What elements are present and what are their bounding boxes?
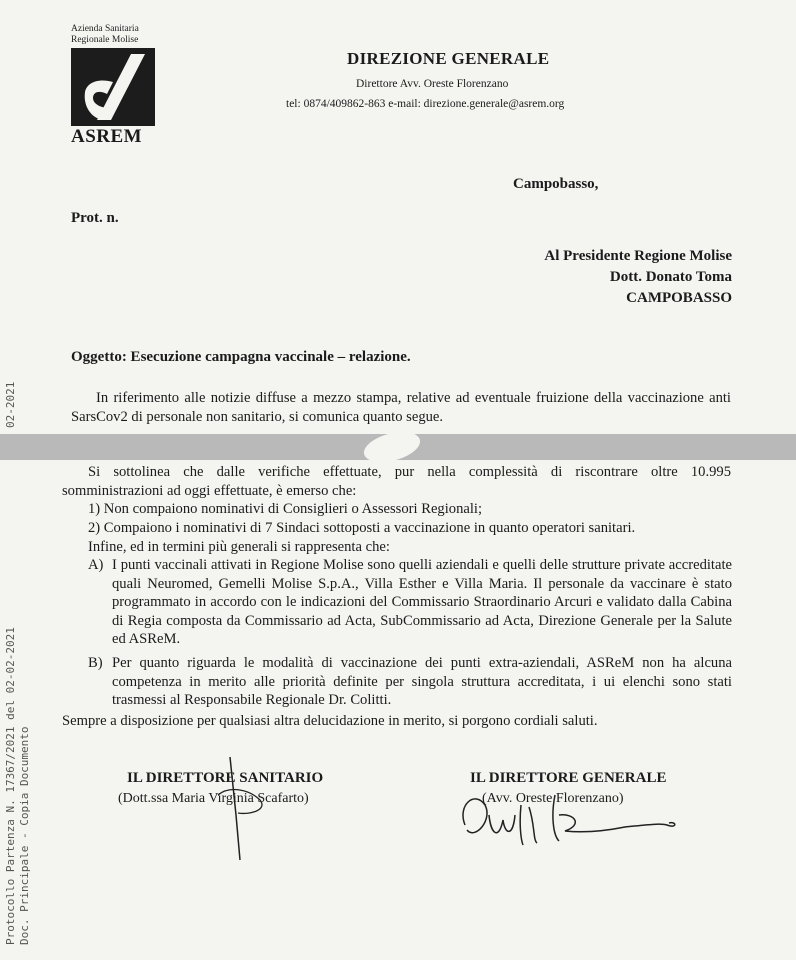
recipient-line-2: Dott. Donato Toma [609, 269, 732, 285]
item-b-text: Per quanto riguarda le modalità di vaccinazione dei punti extra-aziendali, ASReM non ha alcuna competenza in merito alle priorità definite per singola struttura accreditata, i ui elenchi sono stati trasmessi al Responsabile Regionale Dr. Colitti. [112, 655, 732, 708]
letterhead-director: Direttore Avv. Oreste Florenzano [356, 78, 509, 90]
letterhead-title: DIREZIONE GENERALE [347, 49, 550, 68]
letterhead-contact: tel: 0874/409862-863 e-mail: direzione.generale@asrem.org [286, 98, 565, 110]
item-a-text: I punti vaccinali attivati in Regione Molise sono quelli aziendali e quelli delle strutture private accreditate quali Neuromed, Gemelli Molise S.p.A., Villa Esther e Villa Maria. Il personale da vaccinare è stato programmato in accordo con le indicazioni del Commissario Straordinario Arcuri e validato dalla Cabina di Regia composta da Commissario ad Acta, SubCommissario ad Acta, Direzione Generale per la Salute ed ASReM. [112, 557, 732, 647]
signature-left-name: (Dott.ssa Maria Virginia Scafarto) [118, 791, 309, 806]
item-a-label: A) [88, 557, 104, 573]
handwritten-signature-left [210, 755, 280, 865]
recipient-line-3: CAMPOBASSO [626, 290, 732, 306]
infine-line: Infine, ed in termini più generali si rappresenta che: [88, 539, 390, 555]
signature-right-name: (Avv. Oreste Florenzano) [482, 791, 624, 806]
protocol-stamp-line-2: Doc. Principale - Copia Documento [18, 726, 31, 945]
paragraph-2-line-2: somministrazioni ad oggi effettuate, è emerso che: [62, 483, 357, 499]
logo-wordmark: ASREM [71, 126, 143, 147]
protocol-stamp-line-1: Protocollo Partenza N. 17367/2021 del 02-02-2021 [4, 627, 17, 945]
asrem-logo-icon [71, 48, 155, 126]
list-item-1: 1) Non compaiono nominativi di Consiglieri o Assessori Regionali; [88, 501, 483, 517]
recipient-line-1: Al Presidente Regione Molise [544, 248, 732, 264]
paragraph-2-line-1: Si sottolinea che dalle verifiche effettuate, pur nella complessità di riscontrare oltre 10.995 [88, 464, 731, 480]
subject: Oggetto: Esecuzione campagna vaccinale – relazione. [71, 349, 411, 365]
handwritten-signature-right [455, 785, 695, 855]
closing-line: Sempre a disposizione per qualsiasi altra delucidazione in merito, si porgono cordiali saluti. [62, 713, 598, 729]
intro-paragraph: In riferimento alle notizie diffuse a mezzo stampa, relative ad eventuale fruizione della vaccinazione anti SarsCov2 di personale non sanitario, si comunica quanto segue. [71, 390, 731, 425]
item-b-label: B) [88, 655, 103, 671]
org-name: Azienda Sanitaria Regionale Molise [71, 24, 139, 45]
place: Campobasso, [513, 176, 599, 192]
list-item-2: 2) Compaiono i nominativi di 7 Sindaci sottoposti a vaccinazione in quanto operatori sanitari. [88, 520, 636, 536]
signature-right-title: IL DIRETTORE GENERALE [470, 770, 667, 786]
protocol-stamp-fragment: 02-2021 [4, 381, 17, 428]
signature-left-title: IL DIRETTORE SANITARIO [127, 770, 324, 786]
protocol-number: Prot. n. [71, 210, 119, 226]
